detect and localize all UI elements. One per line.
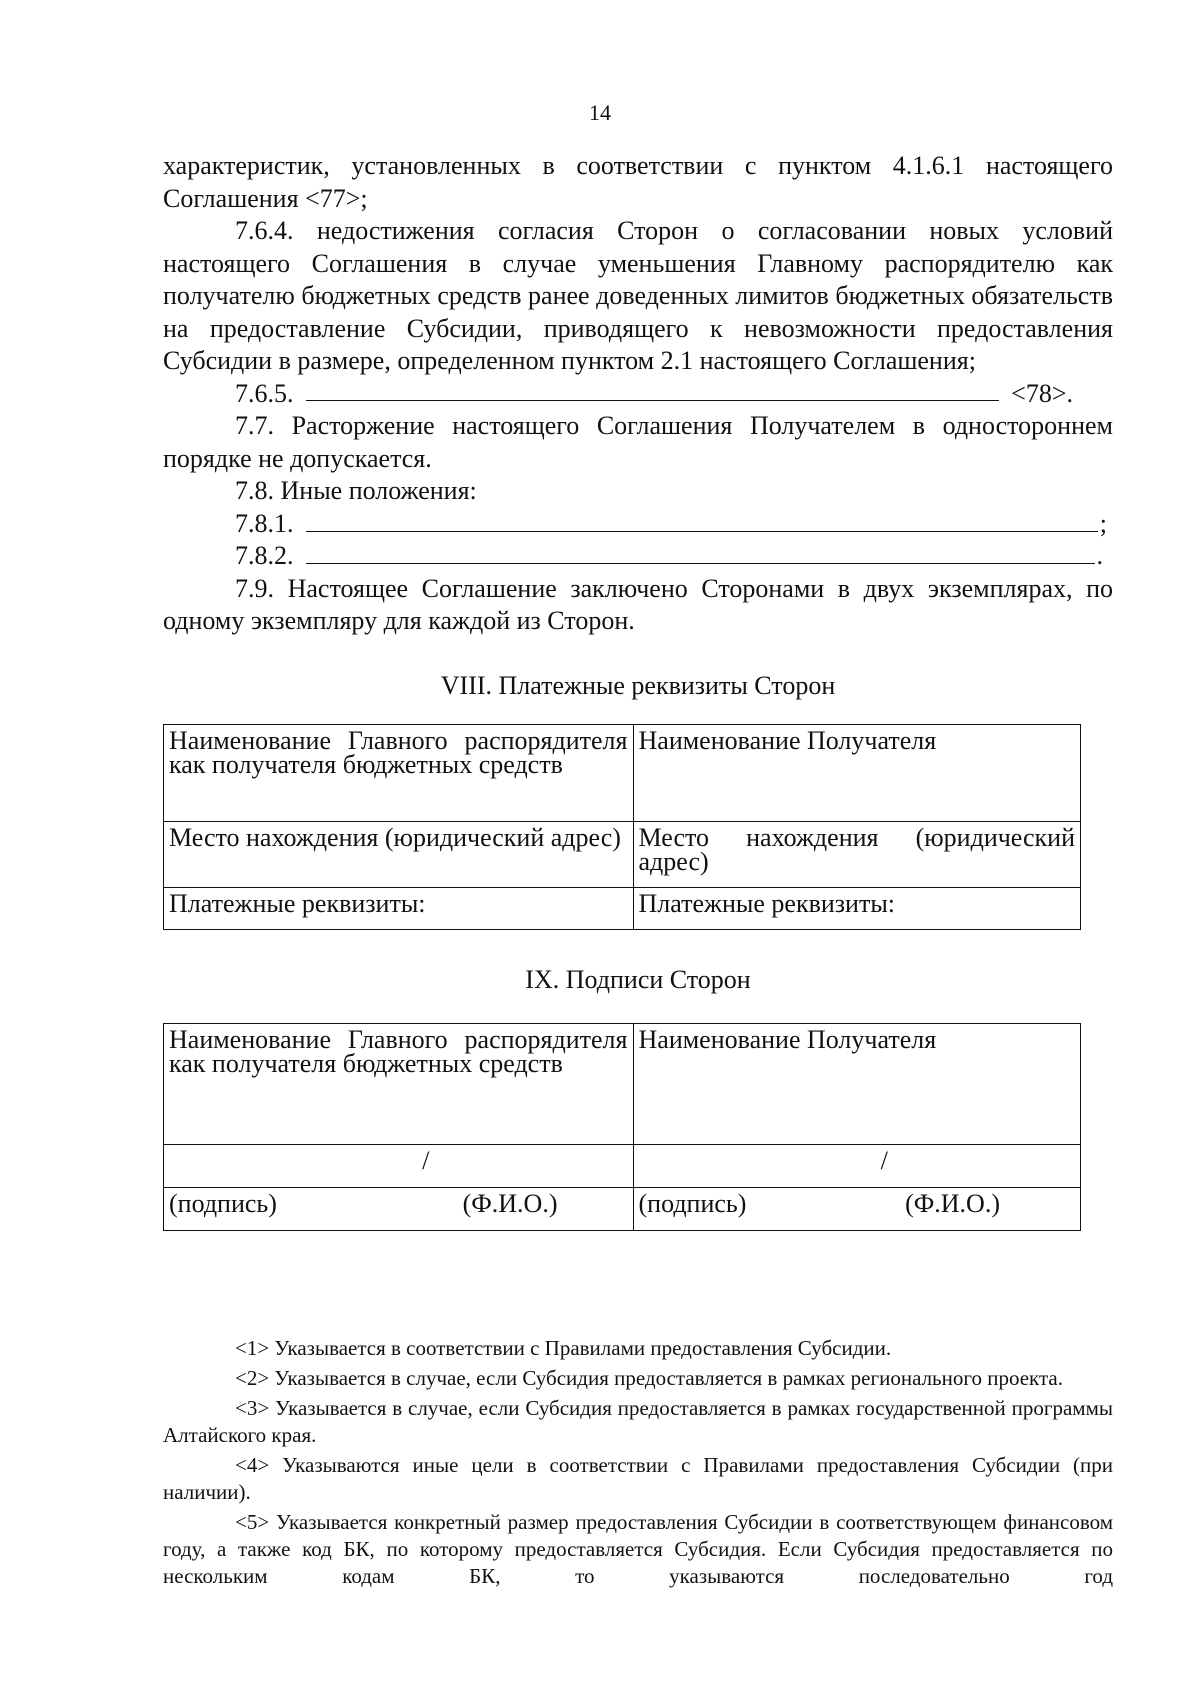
table-cell	[164, 1144, 634, 1187]
table-cell	[633, 888, 1081, 930]
cell-text: Платежные реквизиты:	[638, 889, 896, 918]
paragraph-continuation: характеристик, установленных в соответствии с пунктом 4.1.6.1 настоящего Соглашения <77>;	[163, 151, 1113, 213]
fio-label: (Ф.И.О.)	[905, 1188, 1000, 1218]
table-cell	[633, 1144, 1081, 1187]
table-cell	[164, 888, 634, 930]
section-8-title: VIII. Платежные реквизиты Сторон	[440, 670, 836, 700]
footnote-3: <3> Указывается в случае, если Субсидия предоставляется в рамках государственной программы Алтайского края.	[163, 1396, 1113, 1447]
table-cell	[164, 1023, 634, 1144]
section-9-title: IX. Подписи Сторон	[525, 965, 751, 994]
footnote-2: <2> Указывается в случае, если Субсидия предоставляется в рамках регионального проекта.	[235, 1366, 1063, 1390]
table-cell	[164, 822, 634, 888]
table-row	[164, 822, 1081, 888]
clause-7-6-4: 7.6.4. недостижения согласия Сторон о согласовании новых условий настоящего Соглашения в случае уменьшения Главному распорядителю как получателю бюджетных средств ранее доведенных лимитов бюджетных обязательств на предоставление Субсидии, приводящего к невозможности предоставления Субсидии в размере, определенном пунктом 2.1 настоящего Соглашения;	[163, 216, 1113, 375]
footnote-ref-78: <78>.	[1011, 378, 1073, 408]
cell-text: Наименование Получателя	[638, 1024, 937, 1054]
table-row	[164, 1187, 1081, 1230]
clause-7-8-1-number: 7.8.1.	[235, 508, 294, 538]
clause-7-6-5-number: 7.6.5.	[235, 378, 294, 408]
signatures-table	[163, 1023, 1081, 1231]
clause-7-6-5	[163, 378, 1113, 411]
table-row	[164, 1144, 1081, 1187]
footnote-1: <1> Указывается в соответствии с Правилами предоставления Субсидии.	[235, 1336, 892, 1360]
footnote-4: <4> Указываются иные цели в соответствии с Правилами предоставления Субсидии (при наличии).	[163, 1453, 1113, 1504]
table-cell	[164, 1187, 634, 1230]
footnote-5: <5> Указывается конкретный размер предоставления Субсидии в соответствующем финансовом году, а также код БК, по которому предоставляется Субсидия. Если Субсидия предоставляется по нескольким кодам БК, то указываются последовательно год	[163, 1510, 1113, 1588]
fio-label: (Ф.И.О.)	[462, 1188, 558, 1218]
table-row	[164, 1023, 1081, 1144]
clause-7-8-2	[163, 540, 1113, 573]
clause-7-8-1	[163, 508, 1113, 541]
cell-text: Наименование Главного распорядителя как получателя бюджетных средств	[169, 1024, 628, 1078]
clause-7-7: 7.7. Расторжение настоящего Соглашения Получателем в одностороннем порядке не допускается.	[163, 411, 1113, 473]
table-cell	[164, 725, 634, 822]
clause-7-8-1-end: ;	[1099, 508, 1107, 538]
signature-slash: /	[422, 1145, 430, 1175]
table-cell	[633, 822, 1081, 888]
cell-text: Место нахождения (юридический адрес)	[638, 823, 1075, 876]
blank-line	[306, 541, 1095, 564]
table-cell	[633, 1187, 1081, 1230]
cell-text: Наименование Главного распорядителя как получателя бюджетных средств	[169, 726, 628, 779]
signature-label: (подпись)	[638, 1188, 747, 1218]
signature-slash: /	[880, 1145, 888, 1175]
clause-7-8: 7.8. Иные положения:	[235, 476, 477, 505]
document-body	[163, 150, 1113, 1231]
table-cell	[633, 1023, 1081, 1144]
table-row	[164, 725, 1081, 822]
blank-line	[306, 509, 1098, 532]
clause-7-9: 7.9. Настоящее Соглашение заключено Сторонами в двух экземплярах, по одному экземпляру для каждой из Сторон.	[163, 573, 1113, 635]
requisites-table	[163, 724, 1081, 930]
signature-label: (подпись)	[169, 1188, 277, 1218]
cell-text: Платежные реквизиты:	[169, 889, 426, 918]
cell-text: Наименование Получателя	[638, 726, 937, 755]
blank-line	[306, 378, 1000, 401]
footnotes	[163, 1335, 1113, 1593]
clause-7-8-2-number: 7.8.2.	[235, 541, 294, 570]
clause-7-8-2-end: .	[1096, 541, 1103, 570]
table-row	[164, 888, 1081, 930]
page-number: 14	[589, 100, 611, 125]
cell-text: Место нахождения (юридический адрес)	[169, 823, 621, 852]
table-cell	[633, 725, 1081, 822]
